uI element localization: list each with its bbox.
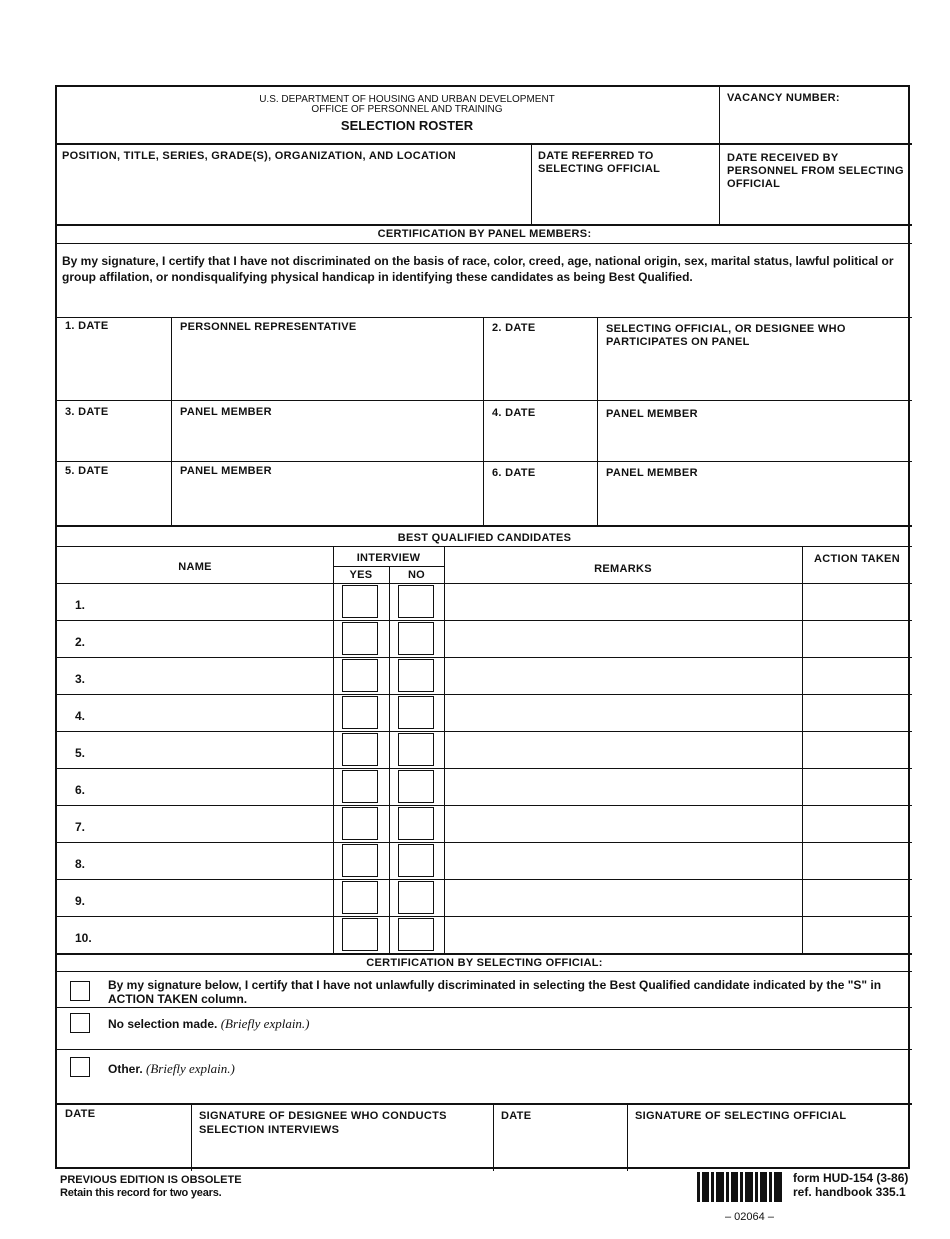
col-no-header: NO [407, 569, 426, 581]
no-selection-checkbox[interactable] [70, 1013, 90, 1033]
candidate-row-number: 1. [75, 598, 86, 612]
candidate-row-number: 3. [75, 672, 86, 686]
date-3-label: 3. DATE [65, 406, 109, 418]
panel-member-3-label: PANEL MEMBER [180, 406, 272, 418]
interview-yes-checkbox[interactable] [342, 844, 378, 877]
panel-cert-statement: By my signature, I certify that I have not discriminated on the basis of race, color, creed, age, national origin, sex, marital status, lawful political or group affilation, or nondisqualifying physical handicap in identifying these candidates as being Best Qualified. [62, 254, 894, 284]
date-5-label: 5. DATE [65, 465, 109, 477]
interview-yes-checkbox[interactable] [342, 622, 378, 655]
form-number: form HUD-154 (3-86) [793, 1171, 909, 1185]
selection-roster-form [55, 85, 910, 1169]
col-yes-header: YES [349, 569, 373, 581]
interview-yes-checkbox[interactable] [342, 918, 378, 951]
interview-no-checkbox[interactable] [398, 881, 434, 914]
signature-date-b-label: DATE [501, 1110, 532, 1122]
interview-no-checkbox[interactable] [398, 696, 434, 729]
designee-signature-label: SIGNATURE OF DESIGNEE WHO CONDUCTS SELECTION INTERVIEWS [199, 1110, 447, 1136]
interview-no-checkbox[interactable] [398, 807, 434, 840]
signature-date-a-label: DATE [65, 1108, 96, 1120]
vacancy-number-label: VACANCY NUMBER: [727, 92, 840, 104]
date-4-label: 4. DATE [492, 407, 536, 419]
candidate-row-number: 6. [75, 783, 86, 797]
row-divider [57, 768, 912, 769]
col-interview-header: INTERVIEW [356, 552, 421, 564]
row-divider [57, 731, 912, 732]
candidate-row-number: 7. [75, 820, 86, 834]
no-selection-label: No selection made. [108, 1017, 218, 1031]
row-divider [57, 694, 912, 695]
retain-notice: Retain this record for two years. [60, 1187, 222, 1199]
position-label: POSITION, TITLE, SERIES, GRADE(S), ORGANIZATION, AND LOCATION [62, 150, 456, 162]
row-divider [57, 805, 912, 806]
other-label: Other. [108, 1062, 143, 1076]
certify-checkbox[interactable] [70, 981, 90, 1001]
candidates-heading: BEST QUALIFIED CANDIDATES [397, 532, 572, 544]
selecting-cert-heading: CERTIFICATION BY SELECTING OFFICIAL: [366, 957, 603, 969]
barcode-icon [697, 1172, 785, 1202]
interview-no-checkbox[interactable] [398, 659, 434, 692]
office-name: OFFICE OF PERSONNEL AND TRAINING [311, 104, 503, 115]
form-title: SELECTION ROSTER [340, 118, 474, 133]
interview-no-checkbox[interactable] [398, 585, 434, 618]
handbook-ref: ref. handbook 335.1 [793, 1185, 906, 1199]
date-1-label: 1. DATE [65, 320, 109, 332]
interview-no-checkbox[interactable] [398, 770, 434, 803]
row-divider [57, 842, 912, 843]
panel-member-5-label: PANEL MEMBER [180, 465, 272, 477]
row-divider [57, 916, 912, 917]
candidate-row-number: 9. [75, 894, 86, 908]
no-selection-hint: (Briefly explain.) [220, 1016, 310, 1031]
date-referred-label: DATE REFERRED TO SELECTING OFFICIAL [538, 150, 661, 175]
interview-yes-checkbox[interactable] [342, 881, 378, 914]
date-6-label: 6. DATE [492, 467, 536, 479]
candidate-row-number: 4. [75, 709, 86, 723]
candidate-row-number: 10. [75, 931, 92, 945]
date-2-label: 2. DATE [492, 322, 536, 334]
panel-member-6-label: PANEL MEMBER [606, 467, 698, 479]
obsolete-notice: PREVIOUS EDITION IS OBSOLETE [60, 1174, 242, 1186]
interview-yes-checkbox[interactable] [342, 585, 378, 618]
candidate-row-number: 2. [75, 635, 86, 649]
interview-yes-checkbox[interactable] [342, 659, 378, 692]
interview-no-checkbox[interactable] [398, 622, 434, 655]
other-checkbox[interactable] [70, 1057, 90, 1077]
form-code: – 02064 – [725, 1211, 774, 1223]
interview-yes-checkbox[interactable] [342, 733, 378, 766]
row-divider [57, 657, 912, 658]
candidate-row-number: 5. [75, 746, 86, 760]
personnel-rep-label: PERSONNEL REPRESENTATIVE [180, 321, 357, 333]
certify-statement: By my signature below, I certify that I have not unlawfully discriminated in selecting the Best Qualified candidate indicated by the "S" in ACTION TAKEN column. [108, 978, 882, 1006]
col-name-header: NAME [178, 561, 212, 573]
row-divider [57, 879, 912, 880]
panel-cert-heading: CERTIFICATION BY PANEL MEMBERS: [377, 228, 592, 240]
selecting-official-label: SELECTING OFFICIAL, OR DESIGNEE WHO PARTICIPATES ON PANEL [606, 323, 846, 348]
interview-no-checkbox[interactable] [398, 844, 434, 877]
interview-no-checkbox[interactable] [398, 733, 434, 766]
candidate-row-number: 8. [75, 857, 86, 871]
panel-member-4-label: PANEL MEMBER [606, 408, 698, 420]
interview-yes-checkbox[interactable] [342, 770, 378, 803]
other-option [108, 1062, 235, 1076]
no-selection-option [108, 1017, 310, 1031]
interview-yes-checkbox[interactable] [342, 696, 378, 729]
selecting-official-signature-label: SIGNATURE OF SELECTING OFFICIAL [635, 1110, 847, 1122]
date-received-label: DATE RECEIVED BY PERSONNEL FROM SELECTING OFFICIAL [727, 152, 904, 190]
row-divider [57, 620, 912, 621]
col-remarks-header: REMARKS [594, 563, 652, 575]
other-hint: (Briefly explain.) [146, 1061, 235, 1076]
interview-yes-checkbox[interactable] [342, 807, 378, 840]
interview-no-checkbox[interactable] [398, 918, 434, 951]
agency-name: U.S. DEPARTMENT OF HOUSING AND URBAN DEVELOPMENT [259, 94, 555, 105]
col-action-header: ACTION TAKEN [814, 553, 900, 565]
